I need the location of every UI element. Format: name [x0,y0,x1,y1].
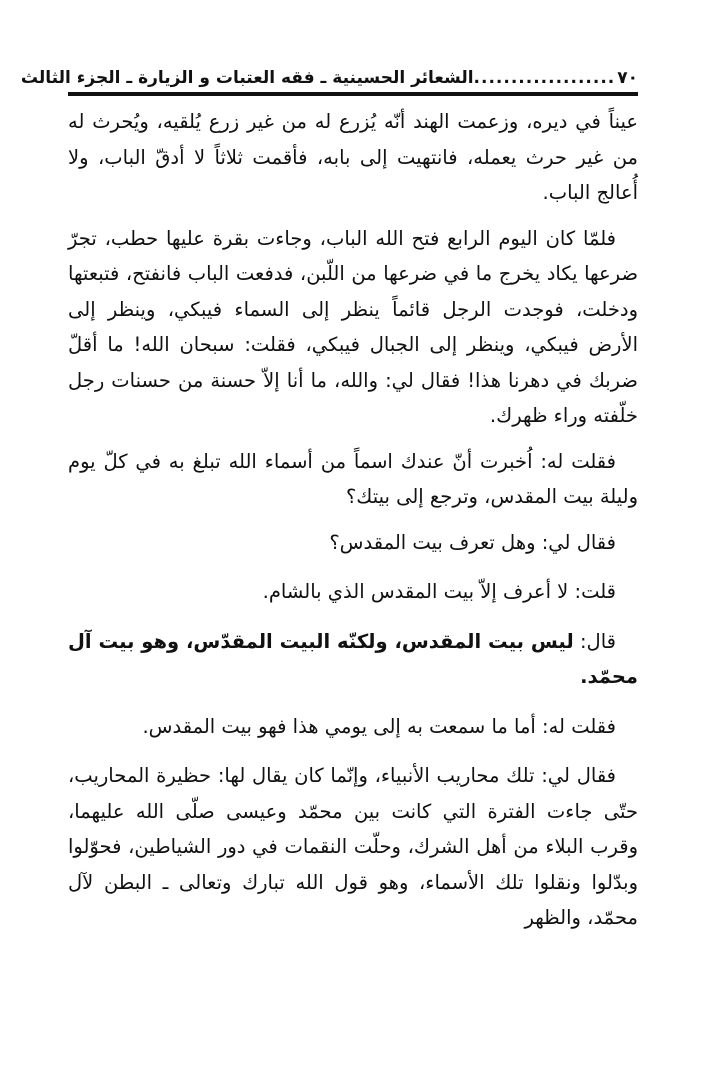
paragraph-5: قلت: لا أعرف إلاّ بيت المقدس الذي بالشام. [262,580,616,603]
paragraph-6 [68,624,638,695]
bold-line-emphasis: ليس بيت المقدس، ولكنّه البيت المقدّس، وهو بيت آل محمّد. [68,629,638,688]
paragraph-7: فقلت له: أما ما سمعت به إلى يومي هذا فهو بيت المقدس. [142,714,616,738]
paragraph-2: فلمّا كان اليوم الرابع فتح الله الباب، وجاءت بقرة عليها حطب، تجرّ ضرعها يكاد يخرج ما في ضرعها من اللّبن، فدفعت الباب فانفتح، فتبعتها ودخلت، فوجدت الرجل قائماً ينظر إلى السماء فيبكي، وينظر إلى الأرض فيبكي، وينظر إلى الجبال فيبكي، فقلت: سبحان الله! ما أقلّ ضربك في دهرنا هذا! فقال لي: والله، ما أنا إلاّ حسنة من حسنات رجل خلّفته وراء ظهرك. [68,226,638,427]
paragraph-1: عيناً في ديره، وزعمت الهند أنّه يُزرع له من غير زرع يُلقيه، ويُحرث له من غير حرث يعمله، فانتهيت إلى بابه، فأقمت ثلاثاً لا أدقّ الباب، ولا أُعالج الباب. [68,110,638,204]
bold-line-prefix: قال: [573,629,616,653]
book-page [20,58,638,946]
paragraph-4: فقال لي: وهل تعرف بيت المقدس؟ [329,530,616,554]
paragraph-8: فقال لي: تلك محاريب الأنبياء، وإنّما كان يقال لها: حظيرة المحاريب، حتّى جاءت الفترة التي كانت بين محمّد وعيسى صلّى الله عليهما، وقرب البلاء من أهل الشرك، وحلّت النقمات في دور الشياطين، فحوّلوا وبدّلوا ونقلوا تلك الأسماء، وهو قول الله تبارك وتعالى ـ البطن لآل محمّد، والظهر [68,764,638,929]
paragraph-3: فقلت له: اُخبرت أنّ عندك اسماً من أسماء الله تبلغ به في كلّ يوم وليلة بيت المقدس، وترجع إلى بيتك؟ [68,449,638,508]
header-rule [68,92,638,96]
running-header [20,58,638,88]
page-number: ٧٠ [617,68,638,88]
header-dots: ................... [473,68,616,88]
book-title: الشعائر الحسينية ـ فقه العتبات و الزيارة ـ الجزء الثالث [20,68,474,88]
page-body [68,104,638,936]
